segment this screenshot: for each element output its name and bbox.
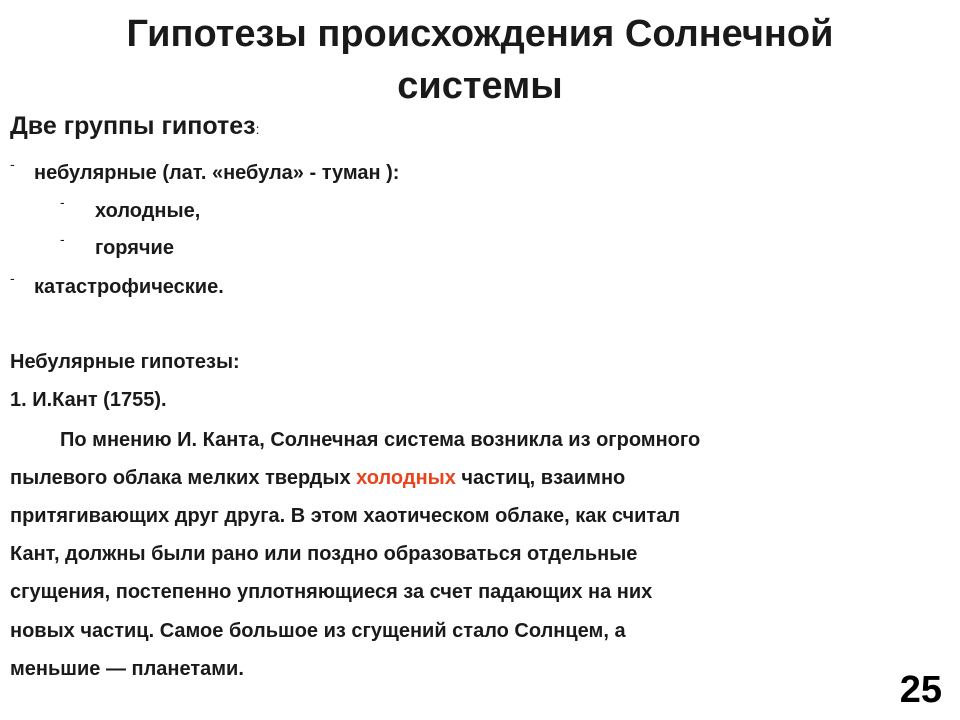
highlight-cold-word: холодных — [356, 467, 456, 489]
section-heading: Небулярные гипотезы: — [10, 351, 240, 373]
list-item-label: катастрофические. — [34, 276, 224, 298]
list-dash: - — [60, 194, 65, 210]
paragraph-line-4: Кант, должны были рано или поздно образоваться отдельные — [10, 543, 638, 565]
paragraph-line-6: новых частиц. Самое большое из сгущений стало Солнцем, а — [10, 620, 626, 642]
list-dash: - — [60, 231, 65, 247]
groups-heading-text: Две группы гипотез — [10, 112, 256, 140]
item-title: 1. И.Кант (1755). — [10, 389, 167, 411]
list-item-label: небулярные (лат. «небула» - туман ): — [34, 162, 400, 184]
paragraph-line-2 — [10, 467, 625, 490]
groups-heading-colon: : — [255, 121, 260, 137]
list-item-hot — [60, 231, 174, 260]
list-item-nebular — [10, 156, 400, 185]
paragraph-line-3: притягивающих друг друга. В этом хаотическом облаке, как считал — [10, 505, 681, 527]
paragraph-line-1: По мнению И. Канта, Солнечная система возникла из огромного — [60, 429, 701, 451]
list-item-cold — [60, 194, 201, 223]
list-item-label: холодные, — [95, 200, 201, 222]
slide-title: Гипотезы происхождения Солнечной системы — [126, 13, 834, 107]
paragraph-line-2-start: пылевого облака мелких твердых — [10, 467, 357, 489]
paragraph-line-7: меньшие — планетами. — [10, 658, 244, 680]
list-item-catastrophic — [10, 270, 224, 299]
list-dash: - — [10, 270, 15, 286]
groups-heading — [10, 112, 259, 141]
page-number: 25 — [899, 669, 942, 711]
list-dash: - — [10, 156, 15, 172]
paragraph-line-5: сгущения, постепенно уплотняющиеся за счет падающих на них — [10, 581, 653, 603]
list-item-label: горячие — [95, 237, 174, 259]
paragraph-line-2-end: частиц, взаимно — [455, 467, 626, 489]
